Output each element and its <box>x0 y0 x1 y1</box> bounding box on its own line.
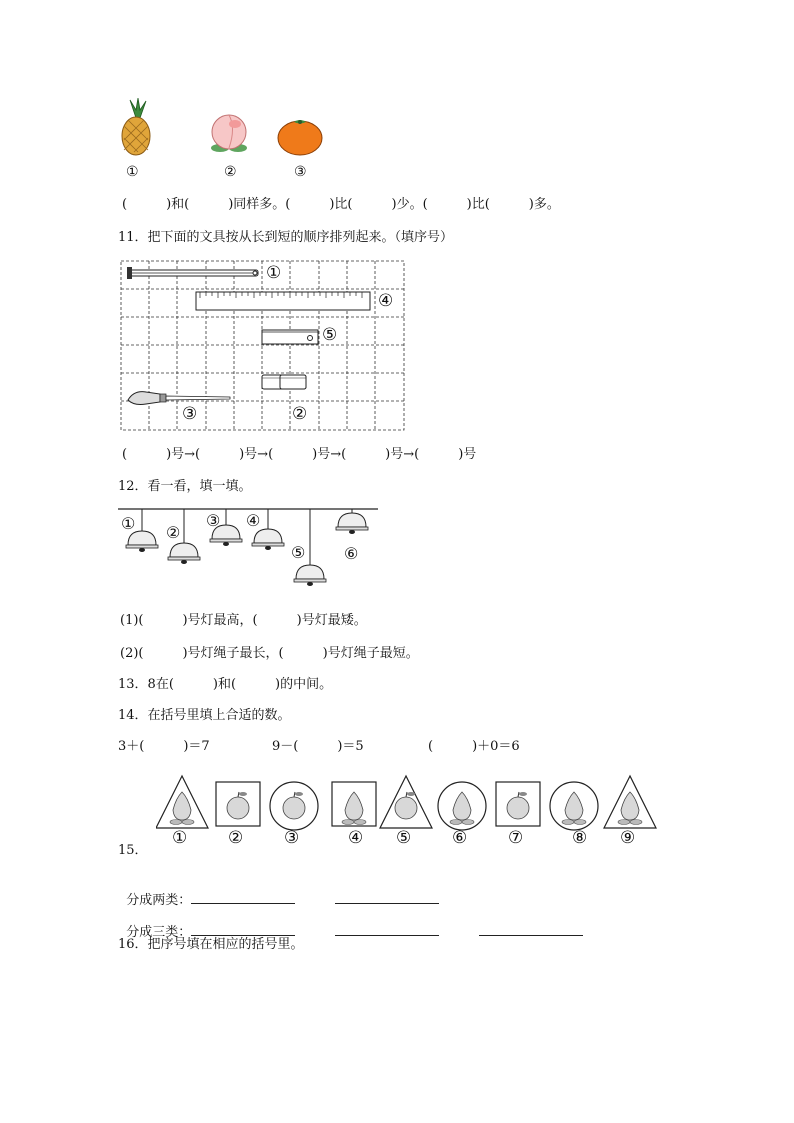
item-eraser <box>262 330 318 344</box>
shape-item-9-triangle-pear <box>604 776 656 828</box>
fruit-label-1: ① <box>126 164 139 180</box>
item-brush <box>128 392 230 405</box>
lamp-label-2: ② <box>166 523 181 542</box>
pineapple-icon <box>118 98 154 156</box>
shape-label-3: ③ <box>284 828 300 848</box>
stationery-grid <box>120 260 406 432</box>
q14-eq2[interactable]: 9－( )＝5 <box>272 739 364 754</box>
shape-label-5: ⑤ <box>396 828 412 848</box>
q13-text[interactable]: 13．8在( )和( )的中间。 <box>118 677 333 692</box>
three-class-blank-3[interactable] <box>479 923 583 936</box>
item-label-3: ③ <box>182 404 198 424</box>
fruit-label-3: ③ <box>294 164 307 180</box>
item-rod <box>127 267 258 279</box>
shape-item-2-square-apple <box>216 782 260 826</box>
shape-label-1: ① <box>172 828 188 848</box>
shape-label-8: ⑧ <box>572 828 588 848</box>
lamp-label-5: ⑤ <box>291 543 306 562</box>
q14-eq1[interactable]: 3＋( )＝7 <box>118 739 210 754</box>
q15-number: 15． <box>118 843 148 858</box>
lamp-label-3: ③ <box>206 511 221 530</box>
q15-labels <box>156 828 662 850</box>
q12-sub1[interactable]: (1)( )号灯最高，( )号灯最矮。 <box>120 613 367 628</box>
fruit-row <box>110 96 350 186</box>
q14-eq3[interactable]: ( )＋0＝6 <box>428 739 520 754</box>
shape-label-9: ⑨ <box>620 828 636 848</box>
lamp-label-1: ① <box>121 514 136 533</box>
item-ruler <box>196 292 370 310</box>
shape-item-8-circle-pear <box>550 782 598 830</box>
item-label-5: ⑤ <box>322 325 338 345</box>
shape-item-6-circle-pear <box>438 782 486 830</box>
three-class-blank-1[interactable] <box>191 923 295 936</box>
shape-item-3-circle-apple <box>270 782 318 830</box>
shape-label-7: ⑦ <box>508 828 524 848</box>
two-class-label: 分成两类： <box>126 893 192 908</box>
three-class-label: 分成三类： <box>126 925 192 940</box>
shape-label-4: ④ <box>348 828 364 848</box>
shape-item-1-triangle-pear <box>156 776 208 828</box>
q16-title: 16．把序号填在相应的括号里。 <box>118 937 304 952</box>
item-label-1: ① <box>266 263 282 283</box>
q15-shapes-figure <box>156 772 662 834</box>
lamp-6 <box>336 509 368 534</box>
q14-title: 14．在括号里填上合适的数。 <box>118 708 291 723</box>
q11-answer-line[interactable]: ( )号→( )号→( )号→( )号→( )号 <box>122 447 477 462</box>
fruit-label-2: ② <box>224 164 237 180</box>
shape-label-6: ⑥ <box>452 828 468 848</box>
q12-title: 12．看一看，填一填。 <box>118 479 252 494</box>
orange-icon <box>276 116 324 156</box>
q12-sub2[interactable]: (2)( )号灯绳子最长，( )号灯绳子最短。 <box>120 646 419 661</box>
two-class-blank-1[interactable] <box>191 891 295 904</box>
peach-icon <box>206 110 252 156</box>
shape-label-2: ② <box>228 828 244 848</box>
shape-item-7-square-apple <box>496 782 540 826</box>
item-pencil-case <box>262 375 306 389</box>
lamp-label-6: ⑥ <box>344 544 359 563</box>
item-label-2: ② <box>292 404 308 424</box>
two-class-blank-2[interactable] <box>335 891 439 904</box>
lamp-label-4: ④ <box>246 511 261 530</box>
shape-item-4-square-pear <box>332 782 376 826</box>
three-class-blank-2[interactable] <box>335 923 439 936</box>
q10-blank-line[interactable]: ( )和( )同样多。( )比( )少。( )比( )多。 <box>122 197 560 212</box>
q11-title: 11．把下面的文具按从长到短的顺序排列起来。（填序号） <box>118 230 454 245</box>
item-label-4: ④ <box>378 291 394 311</box>
shape-item-5-triangle-apple <box>380 776 432 828</box>
